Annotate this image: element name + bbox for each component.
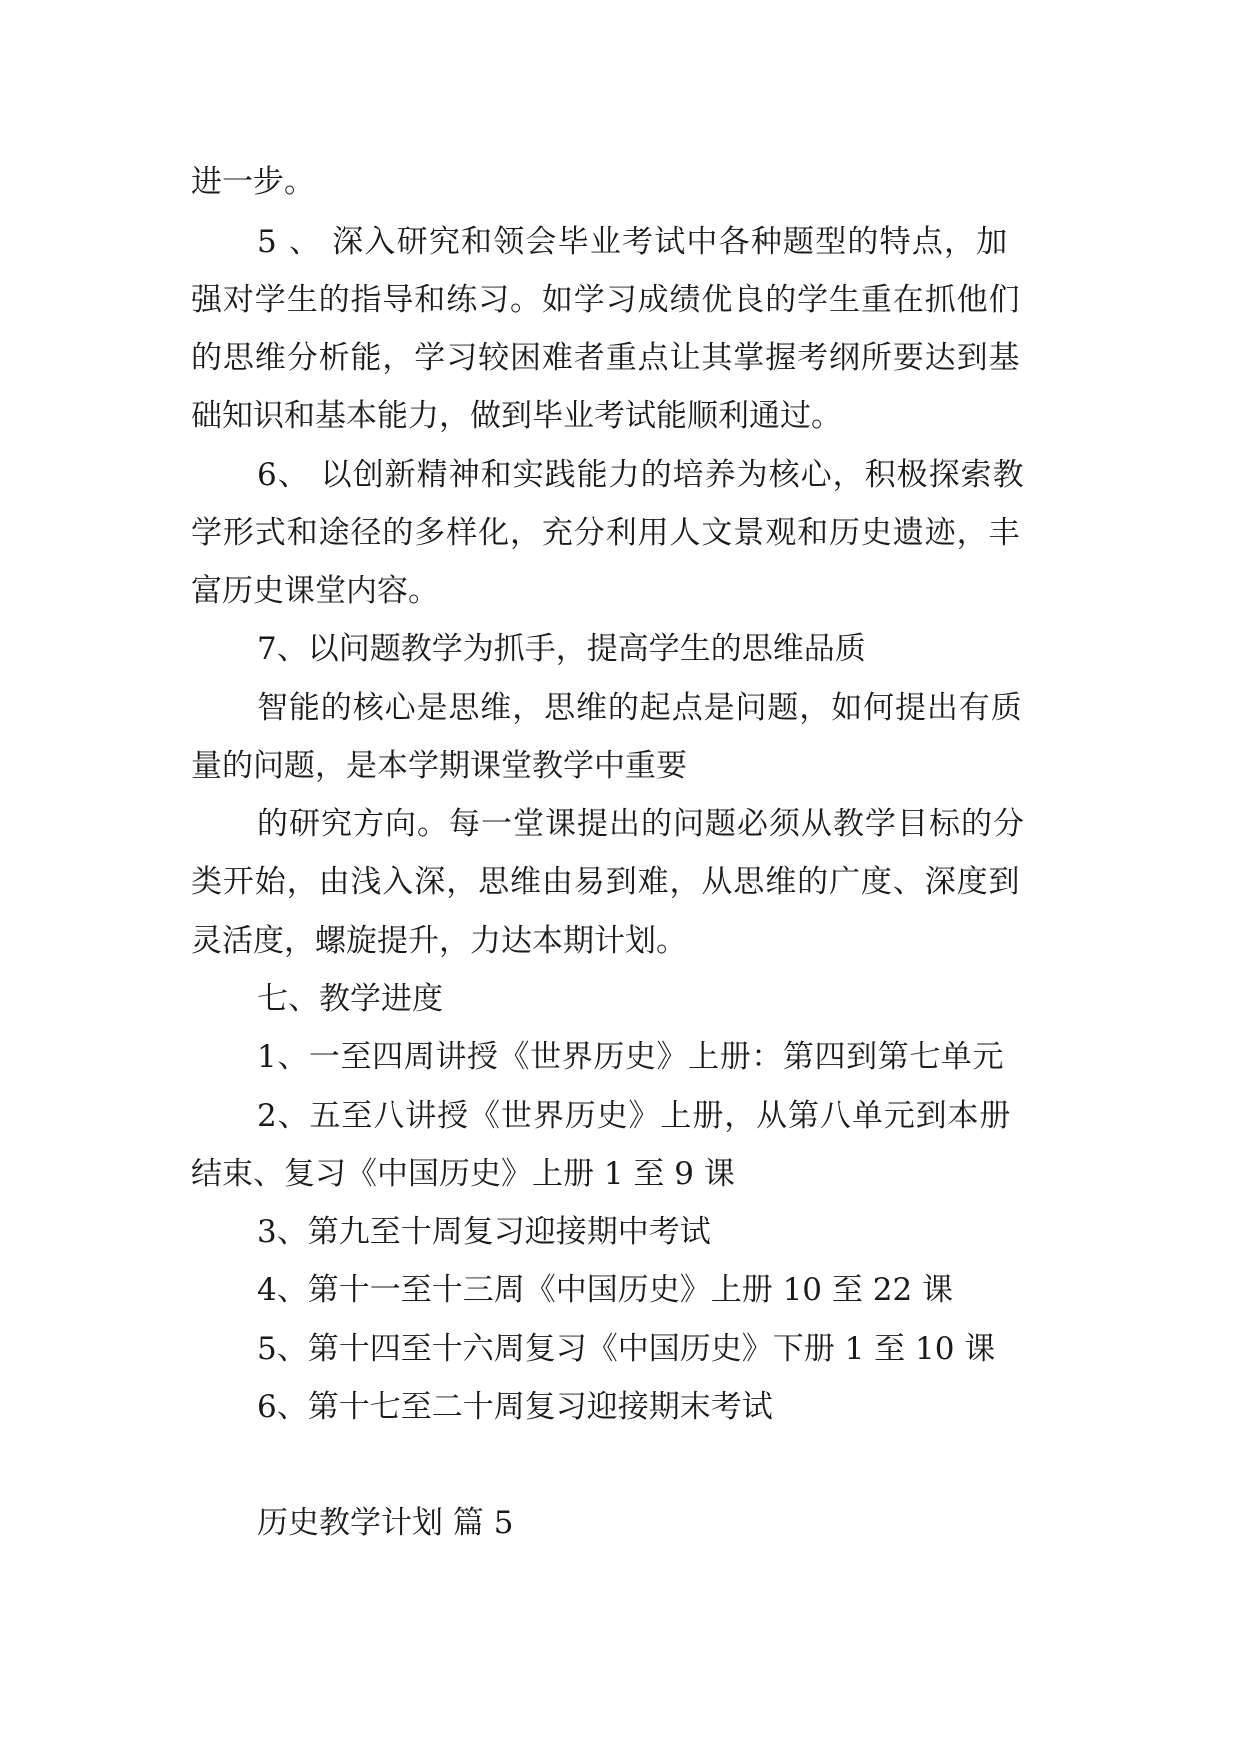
text-line: 3、第九至十周复习迎接期中考试: [257, 1214, 711, 1250]
text-line: 1、一至四周讲授《世界历史》上册：第四到第七单元: [257, 1039, 1005, 1075]
text-line: 5 、 深入研究和领会毕业考试中各种题型的特点，加: [257, 224, 1009, 260]
text-line: 6、 以创新精神和实践能力的培养为核心，积极探索教: [257, 457, 1025, 493]
text-line: 学形式和途径的多样化，充分利用人文景观和历史遗迹，丰: [191, 515, 1021, 551]
text-line: 强对学生的指导和练习。如学习成绩优良的学生重在抓他们: [191, 282, 1021, 318]
text-line: 的研究方向。每一堂课提出的问题必须从教学目标的分: [257, 806, 1025, 842]
text-line: 础知识和基本能力，做到毕业考试能顺利通过。: [191, 398, 842, 434]
text-line: 7、以问题教学为抓手，提高学生的思维品质: [257, 631, 866, 667]
text-line: 6、第十七至二十周复习迎接期末考试: [257, 1389, 773, 1425]
section-title: 历史教学计划 篇 5: [257, 1505, 514, 1541]
text-line: 4、第十一至十三周《中国历史》上册 10 至 22 课: [257, 1272, 954, 1308]
text-line: 富历史课堂内容。: [191, 573, 439, 609]
text-line: 类开始，由浅入深，思维由易到难，从思维的广度、深度到: [191, 864, 1021, 900]
text-line: 的思维分析能，学习较困难者重点让其掌握考纲所要达到基: [191, 340, 1021, 376]
section-heading: 七、教学进度: [257, 981, 443, 1017]
text-line: 结束、复习《中国历史》上册 1 至 9 课: [191, 1156, 735, 1192]
text-line: 智能的核心是思维，思维的起点是问题，如何提出有质: [257, 690, 1023, 726]
text-line: 量的问题，是本学期课堂教学中重要: [191, 748, 687, 784]
text-line: 灵活度，螺旋提升，力达本期计划。: [191, 923, 687, 959]
text-line: 进一步。: [191, 164, 315, 200]
text-line: 2、五至八讲授《世界历史》上册，从第八单元到本册: [257, 1098, 1012, 1134]
text-line: 5、第十四至十六周复习《中国历史》下册 1 至 10 课: [257, 1331, 996, 1367]
